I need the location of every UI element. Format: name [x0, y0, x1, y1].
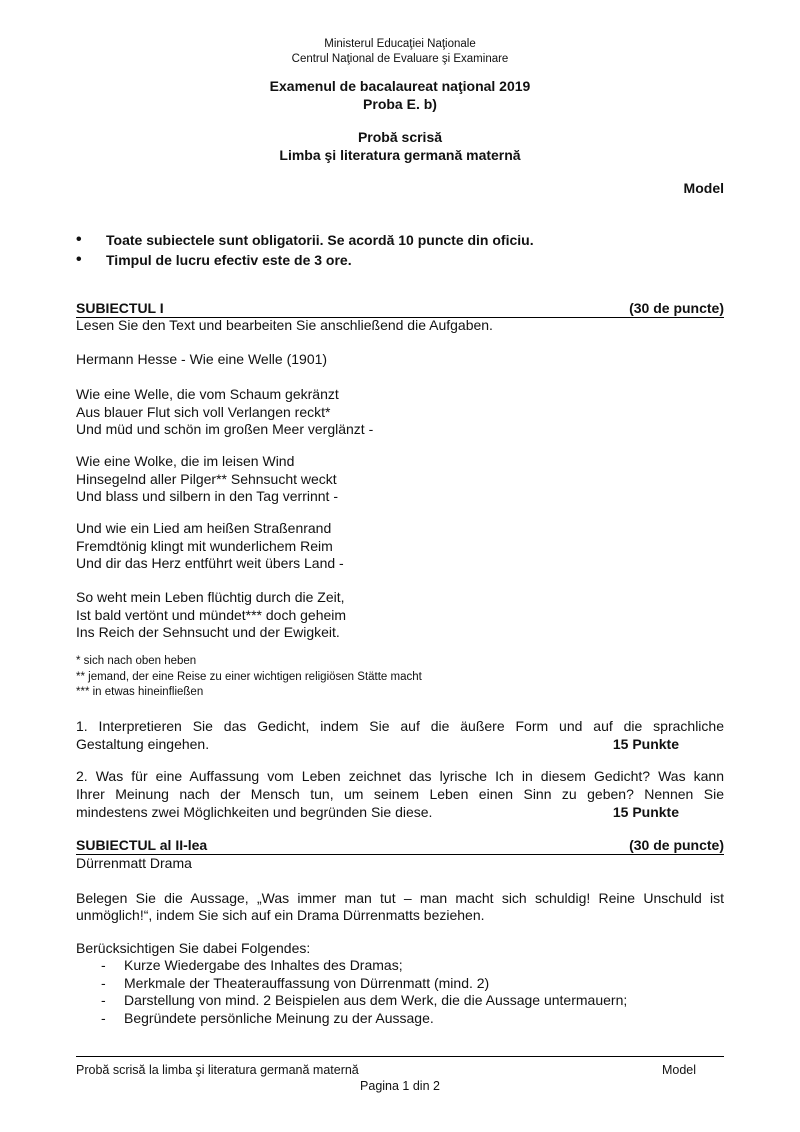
subject2-task-line: Belegen Sie die Aussage, „Was immer man tut – man macht sich schuldig! Reine Unschuld ist — [76, 890, 724, 906]
task2-line: Ihrer Meinung nach der Mensch tun, um seinem Leben einen Sinn zu geben? Nennen Sie — [76, 786, 724, 802]
exam-proba: Proba E. b) — [363, 96, 437, 112]
evaluation-center-name: Centrul Naţional de Evaluare şi Examinare — [291, 53, 509, 65]
subject2-points: (30 de puncte) — [629, 837, 724, 853]
poem-line: Hinsegelnd aller Pilger** Sehnsucht weckt — [76, 470, 337, 487]
task2-line: 2. Was für eine Auffassung vom Leben zeichnet das lyrische Ich in diesem Gedicht? Was kann — [76, 768, 724, 784]
exam-subject: Limba şi literatura germană maternă — [279, 147, 521, 163]
poem-stanza — [76, 386, 373, 439]
footnote: *** in etwas hineinfließen — [76, 686, 204, 698]
poem-line: Wie eine Welle, die vom Schaum gekränzt — [76, 386, 339, 402]
model-label: Model — [683, 180, 724, 196]
task1-line: Gestaltung eingehen. — [76, 736, 210, 752]
poem-stanza — [76, 453, 338, 506]
exam-type: Probă scrisă — [357, 129, 443, 145]
poem-line: Und blass und silbern in den Tag verrinnt - — [76, 488, 339, 504]
subject2-heading: SUBIECTUL al II-lea — [76, 837, 208, 853]
poem-line: Fremdtönig klingt mit wunderlichem Reim — [76, 537, 333, 554]
poem-line: Ins Reich der Sehnsucht und der Ewigkeit. — [76, 624, 340, 640]
footer-left: Probă scrisă la limba şi literatura germană maternă — [76, 1063, 359, 1077]
poem-line: Und wie ein Lied am heißen Straßenrand — [76, 520, 332, 536]
footnote: * sich nach oben heben — [76, 655, 197, 667]
rule-item: • Toate subiectele sunt obligatorii. Se acordă 10 puncte din oficiu. — [76, 230, 724, 250]
list-item: - Merkmale der Theaterauffassung von Dürrenmatt (mind. 2) — [76, 975, 724, 993]
page-number: Pagina 1 din 2 — [360, 1079, 440, 1093]
list-item: - Kurze Wiedergabe des Inhaltes des Dramas; — [76, 957, 724, 975]
task2-points: 15 Punkte — [612, 804, 679, 820]
subject2-items — [76, 957, 724, 1027]
list-item: - Begründete persönliche Meinung zu der Aussage. — [76, 1010, 724, 1028]
subject1-points: (30 de puncte) — [629, 300, 724, 316]
task1-points: 15 Punkte — [612, 736, 679, 752]
poem-line: Aus blauer Flut sich voll Verlangen reckt* — [76, 403, 331, 420]
poem-stanza — [76, 520, 344, 573]
rule-item: • Timpul de lucru efectiv este de 3 ore. — [76, 250, 724, 270]
poem-title: Hermann Hesse - Wie eine Welle (1901) — [76, 351, 328, 367]
poem-footnotes — [76, 654, 422, 701]
subject1-heading: SUBIECTUL I — [76, 300, 164, 316]
poem-line: So weht mein Leben flüchtig durch die Zeit, — [76, 589, 345, 605]
task2-line: mindestens zwei Möglichkeiten und begründen Sie diese. — [76, 804, 433, 820]
list-item: - Darstellung von mind. 2 Beispielen aus dem Werk, die die Aussage untermauern; — [76, 992, 724, 1010]
exam-rules — [76, 230, 724, 270]
poem-stanza — [76, 589, 346, 642]
footer-right: Model — [661, 1063, 696, 1077]
poem-line: Ist bald vertönt und mündet*** doch geheim — [76, 606, 347, 623]
subject2-topic: Dürrenmatt Drama — [76, 855, 192, 871]
subject2-consider: Berücksichtigen Sie dabei Folgendes: — [76, 940, 311, 956]
subject2-task-line: unmöglich!“, indem Sie sich auf ein Drama Dürrenmatts beziehen. — [76, 907, 485, 923]
poem-line: Und dir das Herz entführt weit übers Land - — [76, 555, 344, 571]
footnote: ** jemand, der eine Reise zu einer wichtigen religiösen Stätte macht — [76, 670, 422, 683]
poem-line: Wie eine Wolke, die im leisen Wind — [76, 453, 295, 469]
ministry-name: Ministerul Educaţiei Naţionale — [324, 38, 476, 50]
subject1-instruction: Lesen Sie den Text und bearbeiten Sie anschließend die Aufgaben. — [76, 317, 493, 333]
footer-rule — [76, 1056, 724, 1057]
task1-line: 1. Interpretieren Sie das Gedicht, indem Sie auf die äußere Form und auf die sprachliche — [76, 718, 724, 734]
exam-title: Examenul de bacalaureat naţional 2019 — [269, 78, 531, 94]
poem-line: Und müd und schön im großen Meer verglänzt - — [76, 421, 374, 437]
